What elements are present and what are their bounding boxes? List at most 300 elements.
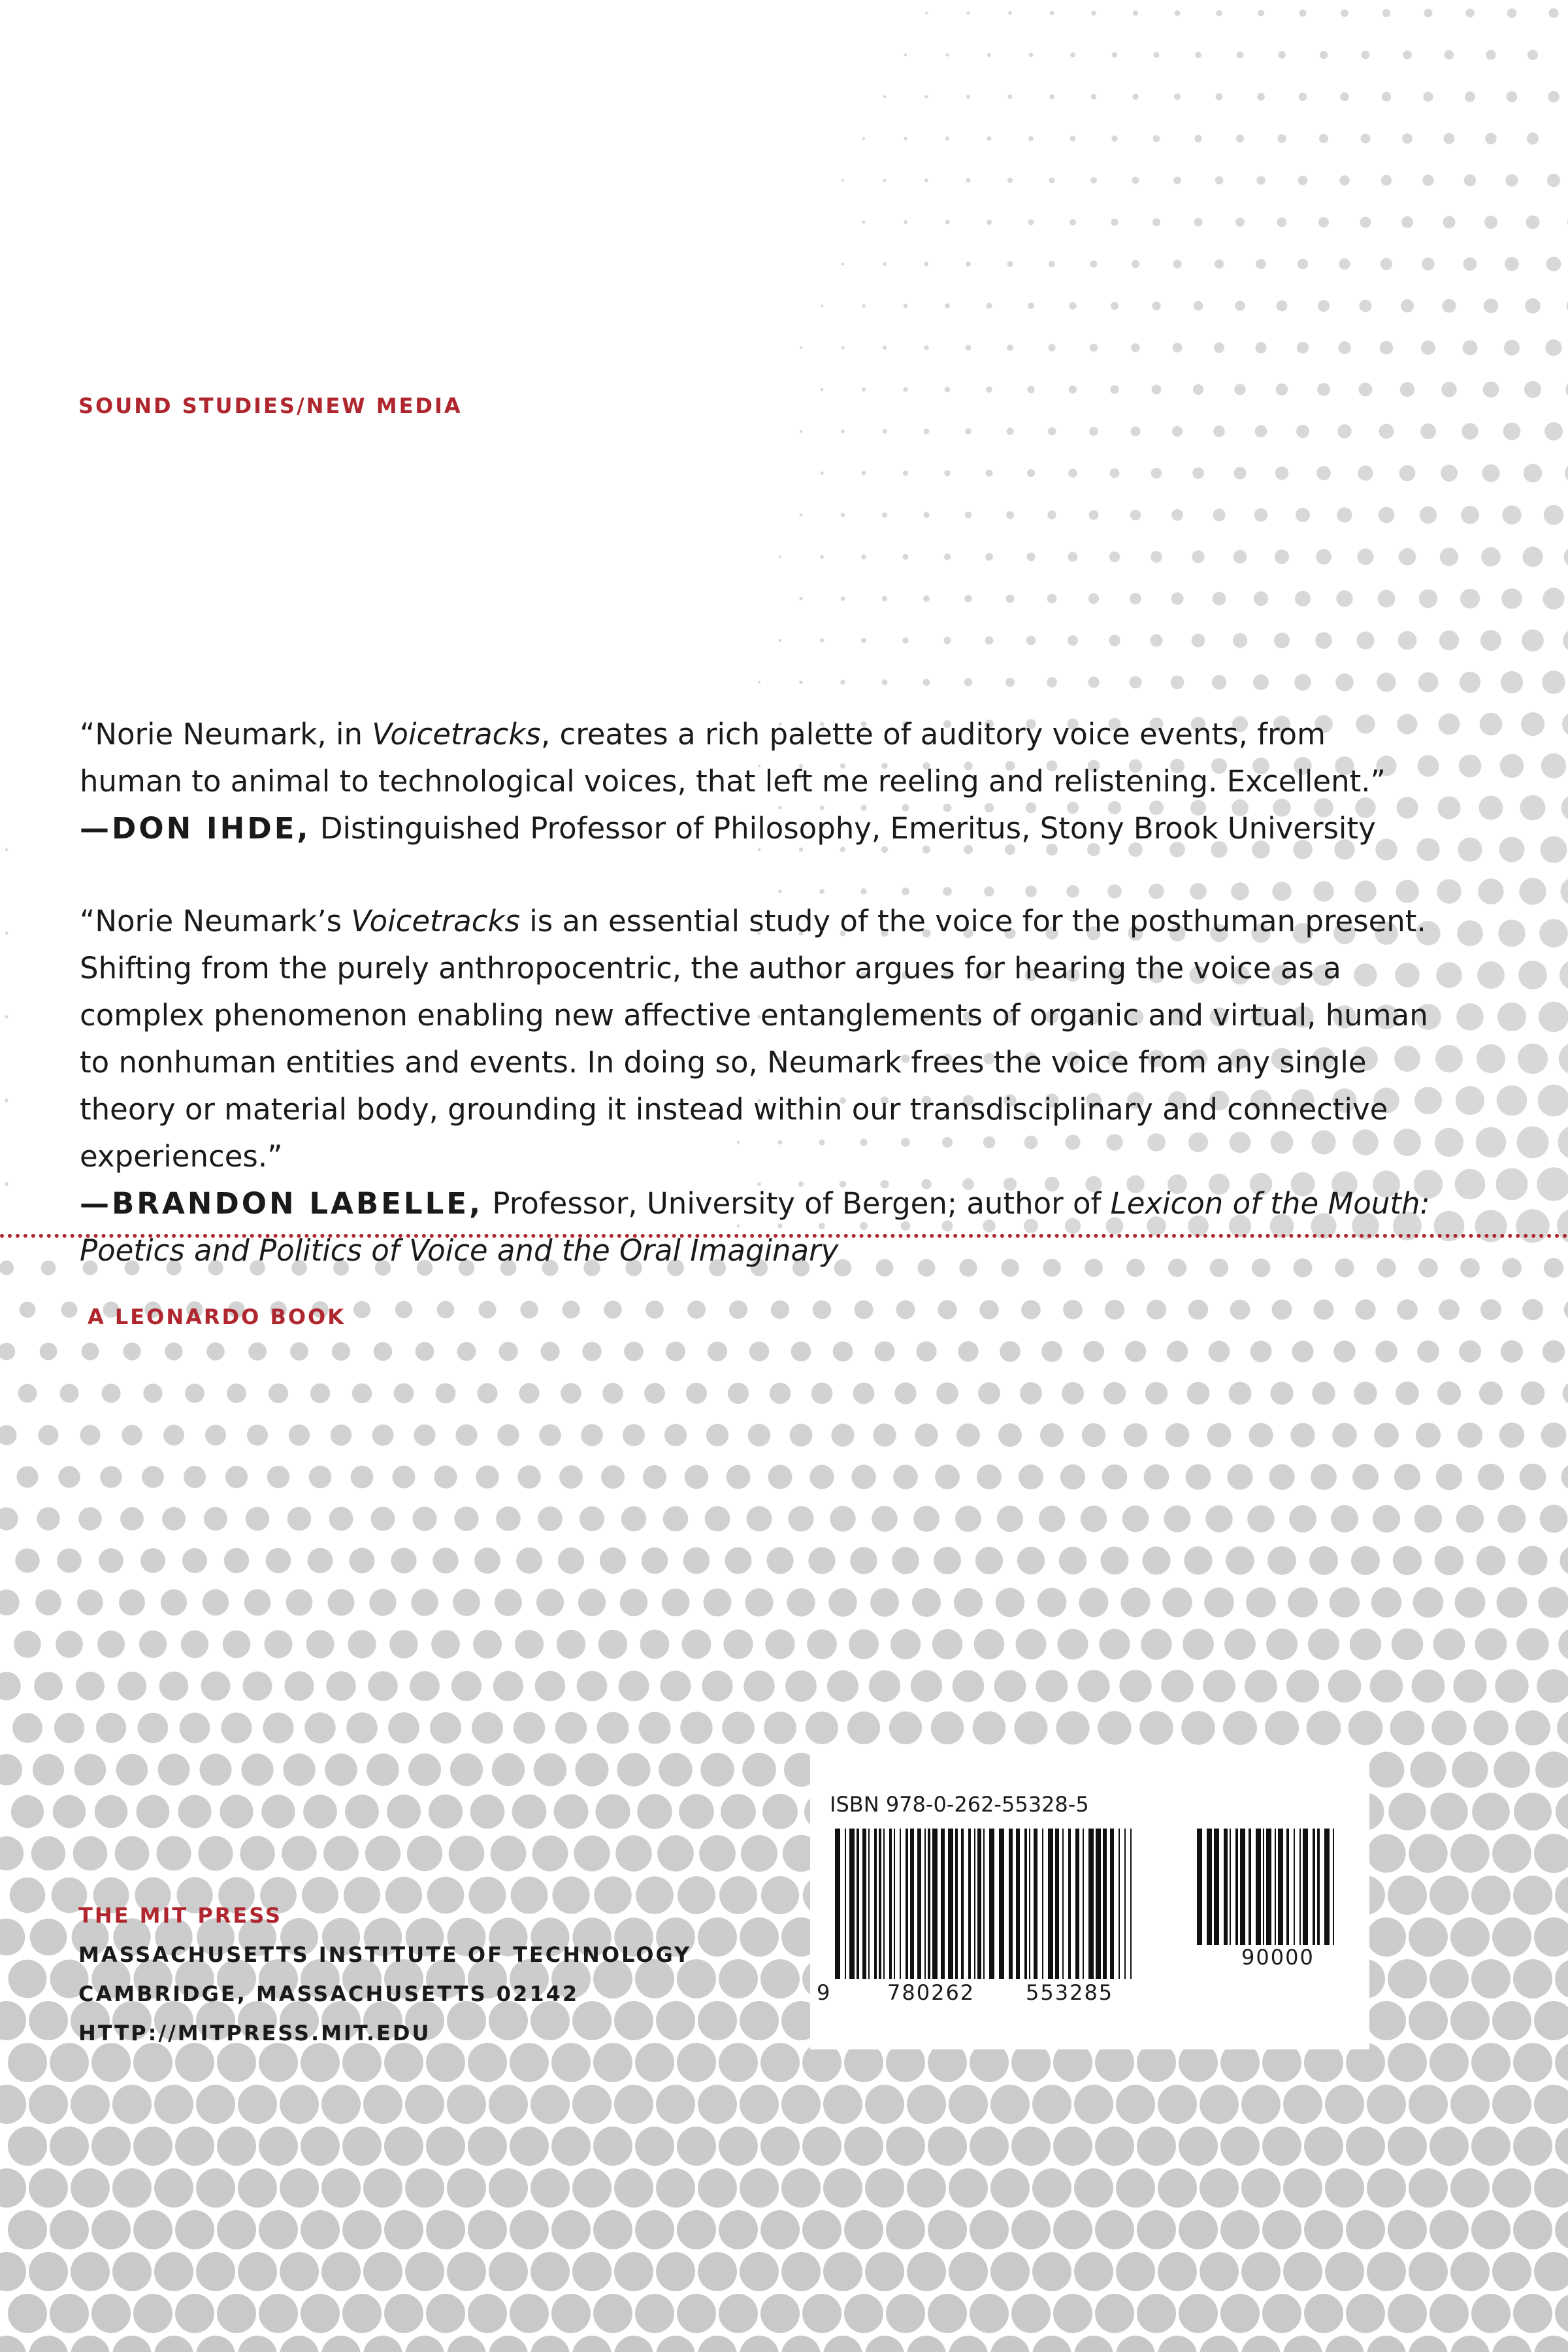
halftone-dot <box>1053 2210 1092 2249</box>
halftone-dot <box>1158 2252 1197 2291</box>
halftone-dot <box>659 1753 692 1786</box>
halftone-dot <box>41 1261 56 1276</box>
halftone-dot <box>1435 1045 1463 1072</box>
halftone-dot <box>0 2252 26 2291</box>
halftone-dot <box>1471 2127 1511 2166</box>
halftone-dot <box>821 305 823 307</box>
halftone-dot <box>872 1506 898 1532</box>
halftone-dot <box>799 680 803 684</box>
halftone-dot <box>1369 1752 1405 1788</box>
barcode-bar <box>1256 1829 1261 1945</box>
halftone-dot <box>1537 1167 1568 1201</box>
halftone-dot <box>1399 465 1416 482</box>
halftone-dot <box>468 2127 507 2166</box>
halftone-dot <box>932 1629 962 1659</box>
halftone-dot <box>1497 1085 1527 1116</box>
halftone-dot <box>1514 1793 1552 1830</box>
blurb-2-quote: “Norie Neumark’s Voicetracks is an essential study of the voice for the posthuman present. Shifting from the purely anthropocentric, the author argues for hearing the voice as a complex phenomenon enabling new affective entanglements of organic and virtual, human to nonhuman entities and events. In doing so, Neumark frees the voice from any single theory or material body, grounding it instead within our transdisciplinary and connective experiences.” <box>80 904 1428 1174</box>
halftone-dot <box>1437 879 1461 903</box>
barcode-right-group: 553285 <box>1026 1980 1114 2005</box>
halftone-dot <box>601 1465 625 1489</box>
publisher-institution: MASSACHUSETTS INSTITUTE OF TECHNOLOGY <box>78 1942 692 1967</box>
halftone-dot <box>1388 1793 1426 1830</box>
halftone-dot <box>1015 1712 1048 1745</box>
halftone-dot <box>436 1383 456 1404</box>
halftone-dot <box>350 1548 375 1574</box>
halftone-dot <box>450 1753 483 1786</box>
halftone-dot <box>1332 1423 1357 1448</box>
halftone-dot <box>8 2127 47 2166</box>
halftone-dot <box>1497 1587 1527 1618</box>
halftone-dot <box>1439 714 1460 735</box>
halftone-dot <box>1179 2210 1218 2249</box>
halftone-dot <box>510 2210 549 2249</box>
halftone-dot <box>1234 384 1245 395</box>
halftone-dot <box>91 2043 131 2082</box>
barcode-bar <box>1313 1829 1315 1945</box>
halftone-dot <box>1275 550 1289 564</box>
halftone-dot <box>5 1182 8 1186</box>
halftone-dot <box>1496 1168 1528 1201</box>
halftone-dot <box>1520 795 1546 821</box>
halftone-dot <box>624 1342 644 1361</box>
halftone-dot <box>1351 1546 1380 1575</box>
halftone-dot <box>602 1383 623 1404</box>
halftone-dot <box>1026 552 1035 561</box>
halftone-dot <box>934 1547 961 1574</box>
halftone-dot <box>1450 2085 1490 2124</box>
halftone-dot <box>1179 2127 1218 2166</box>
halftone-dot <box>321 2336 361 2352</box>
halftone-dot <box>1325 2168 1364 2208</box>
halftone-dot <box>886 2127 925 2166</box>
halftone-dot <box>1397 1299 1418 1320</box>
halftone-dot <box>1107 884 1122 899</box>
halftone-dot <box>1241 2252 1281 2291</box>
halftone-dot <box>572 2168 612 2208</box>
halftone-dot <box>161 1589 187 1615</box>
halftone-dot <box>1139 1711 1173 1745</box>
halftone-dot <box>1047 594 1057 604</box>
halftone-dot <box>154 2168 193 2208</box>
halftone-dot <box>1179 2294 1218 2333</box>
halftone-dot <box>1144 1465 1169 1490</box>
halftone-dot <box>50 2210 89 2249</box>
barcode-bar <box>1009 1829 1013 1979</box>
isbn-barcode <box>835 1829 1135 1979</box>
halftone-dot <box>593 2210 632 2249</box>
halftone-dot <box>116 1754 148 1786</box>
halftone-dot <box>1066 885 1079 898</box>
halftone-dot <box>1254 591 1268 606</box>
halftone-dot <box>1564 546 1568 568</box>
halftone-dot <box>225 1466 248 1488</box>
halftone-dot <box>468 2294 507 2333</box>
halftone-dot <box>78 1507 102 1531</box>
barcode-bar <box>1124 1829 1126 1979</box>
halftone-dot <box>621 1506 646 1531</box>
halftone-dot <box>348 1630 376 1658</box>
halftone-dot <box>140 1548 165 1573</box>
halftone-dot <box>928 2210 967 2249</box>
halftone-dot <box>1540 1505 1568 1533</box>
halftone-dot <box>196 2252 235 2291</box>
halftone-dot <box>181 1631 208 1658</box>
halftone-dot <box>1019 1465 1043 1489</box>
halftone-dot <box>1534 2001 1568 2040</box>
halftone-dot <box>635 2210 674 2249</box>
halftone-dot <box>0 1425 16 1446</box>
halftone-dot <box>820 638 824 642</box>
halftone-dot <box>1069 386 1077 393</box>
halftone-dot <box>115 1836 150 1871</box>
halftone-dot <box>495 1589 522 1616</box>
halftone-dot <box>1070 219 1076 225</box>
halftone-dot <box>1040 1423 1064 1447</box>
halftone-dot <box>883 95 886 98</box>
halftone-dot <box>206 1342 225 1361</box>
halftone-dot <box>1158 2336 1197 2352</box>
halftone-dot <box>1203 1670 1235 1702</box>
halftone-dot <box>1378 590 1396 608</box>
halftone-dot <box>1548 91 1560 103</box>
halftone-dot <box>893 1465 918 1489</box>
halftone-dot <box>0 2336 26 2352</box>
halftone-dot <box>1047 677 1057 687</box>
halftone-dot <box>1028 303 1034 309</box>
barcode-bar <box>845 1829 846 1979</box>
halftone-dot <box>1356 631 1374 649</box>
halftone-dot <box>970 2210 1009 2249</box>
halftone-dot <box>1463 340 1478 356</box>
halftone-dot <box>1352 1464 1379 1490</box>
halftone-dot <box>95 1795 128 1829</box>
halftone-dot <box>656 2252 695 2291</box>
halftone-dot <box>830 1506 855 1531</box>
halftone-dot <box>536 1589 564 1616</box>
halftone-dot <box>5 932 8 935</box>
halftone-dot <box>1307 1711 1341 1746</box>
halftone-dot <box>1339 175 1349 185</box>
halftone-dot <box>367 1753 399 1786</box>
barcode-bar <box>1083 1829 1084 1979</box>
halftone-dot <box>1555 1876 1568 1915</box>
barcode-addon-digits: 90000 <box>1241 1945 1315 1970</box>
halftone-dot <box>1283 2168 1322 2208</box>
halftone-dot <box>346 1712 378 1744</box>
barcode-bar <box>1197 1829 1202 1945</box>
halftone-dot <box>990 2085 1030 2124</box>
halftone-dot <box>1025 886 1037 897</box>
halftone-dot <box>1059 1547 1087 1575</box>
halftone-dot <box>1241 2085 1281 2124</box>
halftone-dot <box>1098 1711 1131 1744</box>
halftone-dot <box>1032 2336 1071 2352</box>
halftone-dot <box>18 1384 37 1403</box>
halftone-dot <box>309 1466 332 1489</box>
halftone-dot <box>821 388 824 391</box>
halftone-dot <box>966 11 970 14</box>
halftone-dot <box>1192 634 1205 648</box>
halftone-dot <box>1473 1710 1508 1745</box>
halftone-dot <box>8 2210 47 2249</box>
halftone-dot <box>57 1548 82 1573</box>
barcode-bar <box>1294 1829 1295 1945</box>
halftone-dot <box>1456 1003 1484 1031</box>
halftone-dot <box>1564 1299 1568 1320</box>
halftone-dot <box>1507 91 1518 103</box>
halftone-dot <box>935 1465 960 1489</box>
halftone-dot <box>321 2168 361 2208</box>
halftone-dot <box>892 1547 919 1574</box>
halftone-dot <box>1541 836 1567 863</box>
halftone-dot <box>426 2294 465 2333</box>
halftone-dot <box>820 471 823 474</box>
halftone-dot <box>823 2168 862 2208</box>
halftone-dot <box>1544 422 1563 440</box>
halftone-dot <box>1056 1711 1089 1744</box>
halftone-dot <box>1077 1670 1109 1702</box>
halftone-dot <box>1171 676 1184 689</box>
halftone-dot <box>747 1506 772 1532</box>
barcode-bar <box>894 1829 895 1979</box>
halftone-dot <box>936 1382 958 1404</box>
halftone-dot <box>1105 1300 1124 1319</box>
halftone-dot <box>740 2336 779 2352</box>
halftone-dot <box>1460 672 1480 693</box>
halftone-dot <box>924 178 928 182</box>
halftone-dot <box>1457 920 1483 946</box>
halftone-dot <box>581 1424 603 1446</box>
halftone-dot <box>1374 1423 1399 1448</box>
halftone-dot <box>1534 2336 1568 2352</box>
halftone-dot <box>1313 1299 1333 1319</box>
halftone-dot <box>719 1959 758 1998</box>
halftone-dot <box>1095 2127 1134 2166</box>
halftone-dot <box>20 1302 36 1318</box>
halftone-dot <box>865 2168 904 2208</box>
barcode-bar <box>879 1829 881 1979</box>
halftone-dot <box>1200 2085 1239 2124</box>
halftone-dot <box>1130 676 1142 689</box>
halftone-dot <box>1479 796 1503 820</box>
halftone-dot <box>597 1712 629 1744</box>
barcode-bar <box>1119 1829 1120 1979</box>
halftone-dot <box>554 1795 589 1829</box>
halftone-dot <box>1498 919 1526 947</box>
blurb-1-quote: “Norie Neumark, in Voicetracks, creates a rich palette of auditory voice events, from human to animal to technological voices, that left me reeling and relistening. Excellent.” <box>80 717 1386 799</box>
halftone-dot <box>1539 919 1568 948</box>
halftone-dot <box>1495 1669 1528 1702</box>
halftone-dot <box>974 1629 1005 1660</box>
halftone-dot <box>1275 467 1288 480</box>
halftone-dot <box>1254 508 1268 522</box>
halftone-dot <box>1429 2127 1469 2166</box>
halftone-dot <box>623 1424 645 1446</box>
barcode-bar <box>1324 1829 1330 1945</box>
halftone-dot <box>283 1753 315 1785</box>
halftone-dot <box>1297 342 1309 354</box>
barcode-bar <box>1055 1829 1059 1979</box>
halftone-dot <box>1283 2252 1322 2291</box>
halftone-dot <box>1556 1793 1568 1830</box>
halftone-dot <box>748 1424 771 1447</box>
halftone-dot <box>217 2294 256 2333</box>
halftone-dot <box>473 1630 502 1659</box>
halftone-dot <box>0 2001 26 2040</box>
halftone-dot <box>903 471 908 476</box>
halftone-dot <box>531 2252 570 2291</box>
halftone-dot <box>1223 1711 1257 1745</box>
halftone-dot <box>1422 257 1435 271</box>
halftone-dot <box>1090 177 1097 184</box>
halftone-dot <box>555 1712 587 1744</box>
halftone-dot <box>687 1300 706 1319</box>
halftone-dot <box>557 1630 585 1659</box>
halftone-dot <box>405 2252 444 2291</box>
halftone-dot <box>1262 2210 1301 2249</box>
halftone-dot <box>8 1960 47 1998</box>
halftone-dot <box>1181 1711 1215 1745</box>
halftone-dot <box>1458 1423 1482 1448</box>
halftone-dot <box>1360 300 1372 312</box>
halftone-dot <box>1298 259 1308 269</box>
halftone-dot <box>196 2336 235 2352</box>
halftone-dot <box>1555 2210 1568 2249</box>
halftone-dot <box>1047 510 1056 519</box>
halftone-dot <box>1110 469 1120 478</box>
halftone-dot <box>1257 93 1265 101</box>
halftone-dot <box>58 1466 80 1487</box>
halftone-dot <box>1224 1629 1256 1660</box>
halftone-dot <box>1256 176 1266 185</box>
halftone-dot <box>820 555 824 559</box>
halftone-dot <box>259 2043 298 2082</box>
halftone-dot <box>1461 506 1479 524</box>
halftone-dot <box>1186 1465 1211 1490</box>
halftone-dot <box>1400 382 1414 397</box>
halftone-dot <box>1007 178 1013 183</box>
halftone-dot <box>1216 93 1223 101</box>
halftone-dot <box>1213 592 1226 606</box>
halftone-dot <box>765 1629 794 1659</box>
halftone-dot <box>1299 93 1307 101</box>
halftone-dot <box>1524 464 1543 483</box>
halftone-dot <box>1120 1587 1150 1617</box>
halftone-dot <box>1109 552 1120 562</box>
halftone-dot <box>138 1713 169 1744</box>
halftone-dot <box>604 1300 622 1319</box>
halftone-dot <box>175 2043 214 2082</box>
halftone-dot <box>788 1506 813 1531</box>
halftone-dot <box>850 1547 877 1574</box>
halftone-dot <box>562 1300 580 1318</box>
halftone-dot <box>642 1548 668 1574</box>
halftone-dot <box>280 2085 319 2124</box>
halftone-dot <box>37 1507 59 1530</box>
halftone-dot <box>71 2336 110 2352</box>
halftone-dot <box>531 2168 570 2208</box>
halftone-dot <box>1220 2210 1260 2249</box>
halftone-dot <box>1557 1208 1568 1244</box>
halftone-dot <box>760 2043 800 2082</box>
halftone-dot <box>987 303 992 309</box>
halftone-dot <box>342 2127 382 2166</box>
halftone-dot <box>1131 343 1140 352</box>
halftone-dot <box>217 2127 256 2166</box>
halftone-dot <box>1062 1382 1084 1404</box>
halftone-dot <box>17 1466 39 1488</box>
barcode-bar <box>1103 1829 1107 1979</box>
halftone-dot <box>1444 133 1455 144</box>
halftone-dot <box>175 2210 214 2249</box>
halftone-dot <box>1527 50 1538 60</box>
halftone-dot <box>1194 135 1201 142</box>
halftone-dot <box>227 1383 246 1403</box>
halftone-dot <box>943 887 952 896</box>
halftone-dot <box>1102 1465 1128 1490</box>
halftone-dot <box>984 886 994 897</box>
halftone-dot <box>862 304 866 308</box>
halftone-dot <box>1392 1629 1424 1661</box>
halftone-dot <box>1335 673 1353 691</box>
halftone-dot <box>1494 1751 1530 1788</box>
halftone-dot <box>158 1754 190 1786</box>
halftone-dot <box>1258 10 1264 16</box>
halftone-dot <box>1112 52 1117 58</box>
halftone-dot <box>1348 1711 1383 1746</box>
halftone-dot <box>1456 1086 1484 1115</box>
halftone-dot <box>883 178 886 182</box>
halftone-dot <box>1483 382 1499 398</box>
halftone-dot <box>1068 469 1077 478</box>
halftone-dot <box>8 2294 47 2333</box>
halftone-dot <box>978 1382 1000 1404</box>
halftone-dot <box>76 1672 105 1700</box>
halftone-dot <box>1337 424 1351 438</box>
halftone-dot <box>781 2336 821 2352</box>
halftone-dot <box>945 220 950 225</box>
halftone-dot <box>5 1099 8 1102</box>
halftone-dot <box>1083 1341 1104 1362</box>
halftone-dot <box>1478 1464 1505 1491</box>
halftone-dot <box>924 95 928 98</box>
halftone-dot <box>861 554 866 559</box>
barcode-bar <box>889 1829 892 1979</box>
halftone-dot <box>1497 1002 1526 1031</box>
halftone-dot <box>762 1794 798 1829</box>
halftone-dot <box>698 1917 737 1957</box>
halftone-dot <box>723 1629 753 1659</box>
halftone-dot <box>907 2336 946 2352</box>
blurb-1 <box>80 711 1426 852</box>
halftone-dot <box>802 2210 841 2249</box>
halftone-dot <box>1036 1670 1068 1702</box>
halftone-dot <box>790 1424 813 1447</box>
halftone-dot <box>434 1465 457 1488</box>
halftone-dot <box>975 1547 1003 1574</box>
halftone-dot <box>656 2336 695 2352</box>
halftone-dot <box>1317 383 1330 396</box>
halftone-dot <box>178 1795 212 1829</box>
halftone-dot <box>1471 1876 1511 1915</box>
barcode-bar <box>1048 1829 1053 1979</box>
halftone-dot <box>1152 385 1162 395</box>
halftone-dot <box>1058 1629 1088 1660</box>
halftone-dot <box>306 1630 334 1658</box>
halftone-dot <box>0 1261 14 1275</box>
halftone-dot <box>1354 1382 1377 1405</box>
